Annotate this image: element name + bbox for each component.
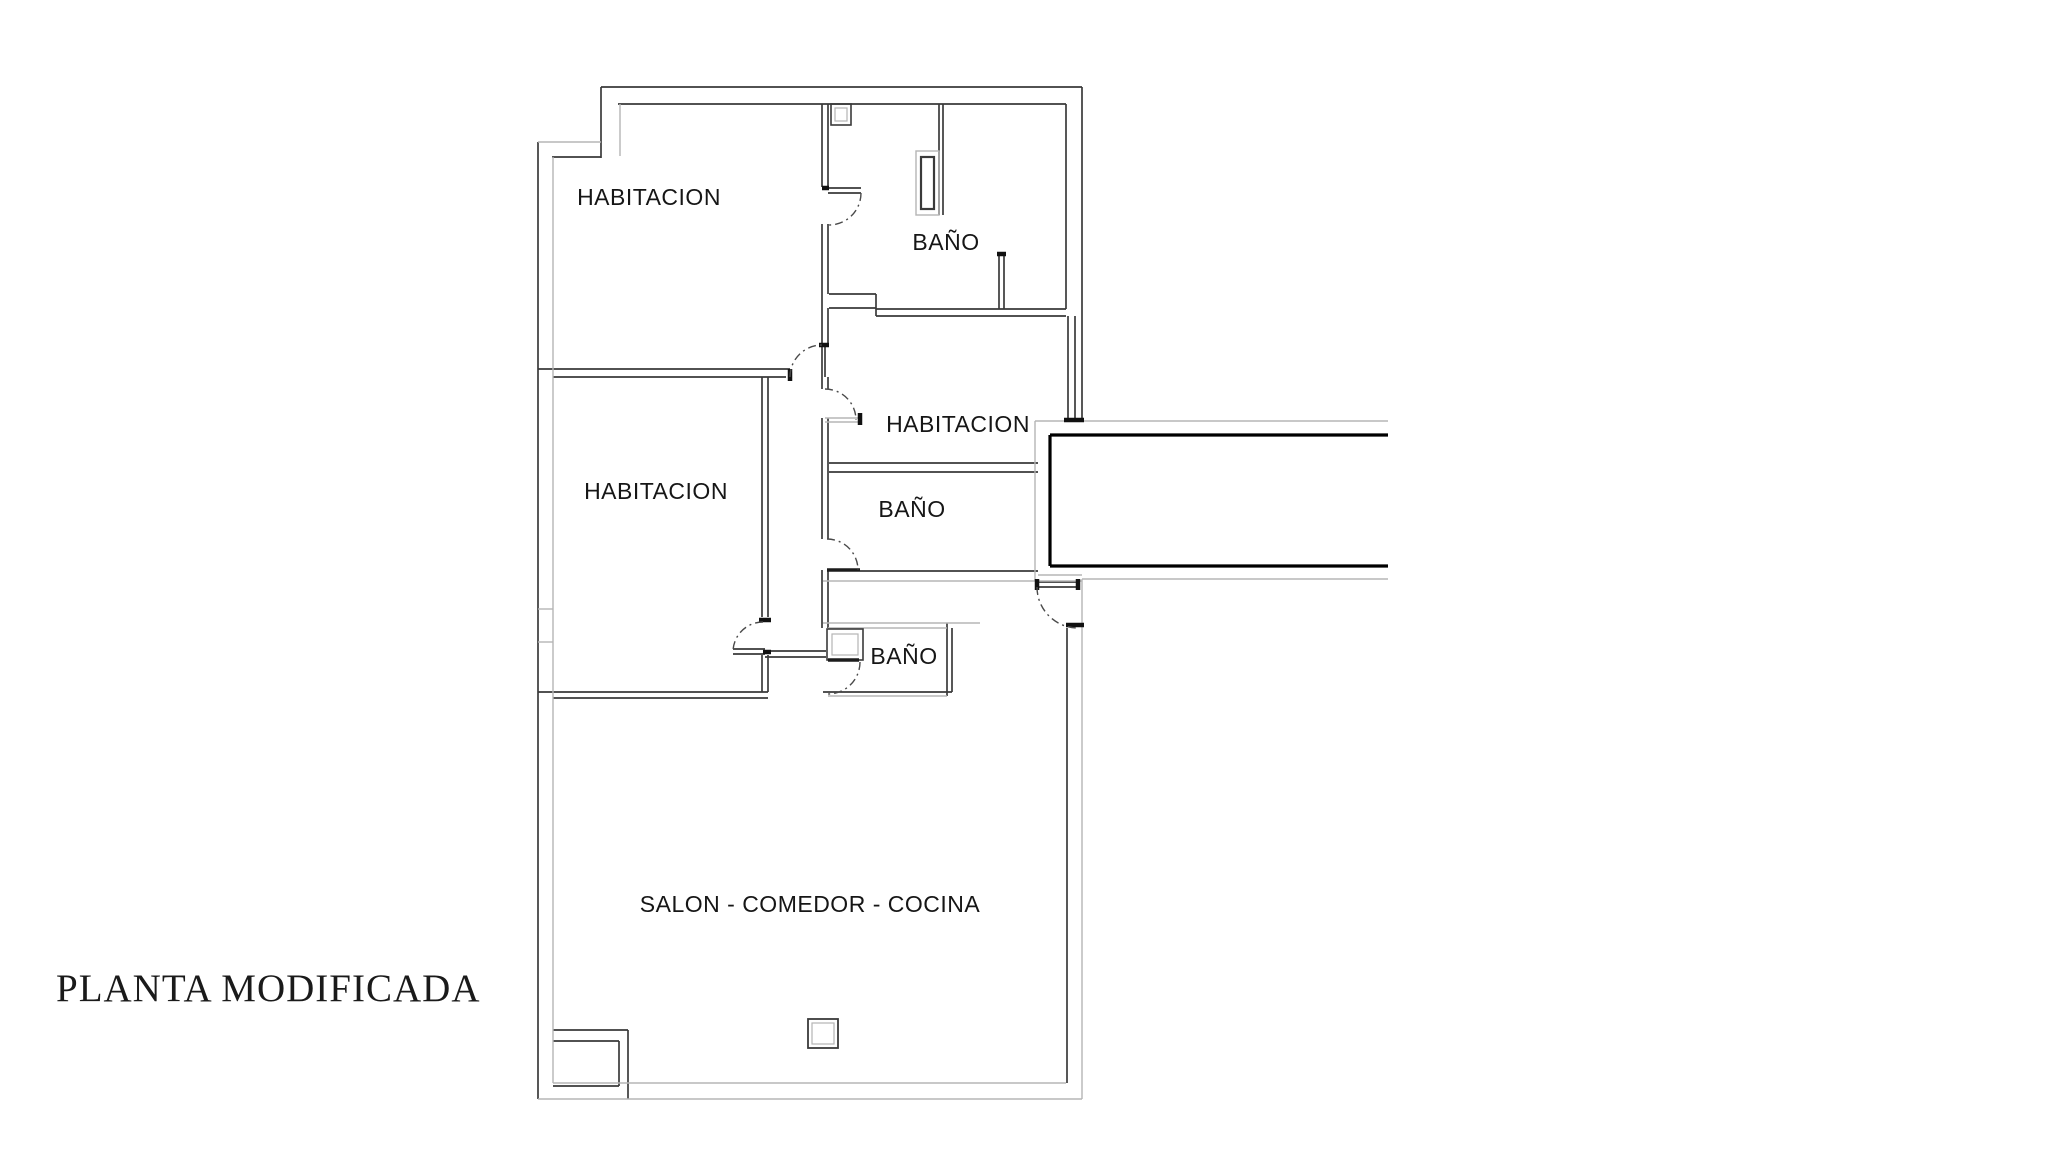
salon-column-inner-fixture	[812, 1023, 834, 1044]
door-swing-arc	[828, 662, 860, 694]
door-swing-arcs	[733, 193, 1078, 694]
door-swing-arc	[825, 389, 856, 420]
bath-column-fixture	[916, 151, 939, 215]
bath-column-inner-fixture	[921, 157, 934, 209]
room-label-bano-middle: BAÑO	[878, 496, 946, 522]
door-swing-arc	[790, 345, 822, 377]
door-swing-arc	[1037, 587, 1078, 628]
room-label-bano-lower: BAÑO	[870, 643, 938, 669]
duct-box-inner-fixture	[835, 108, 847, 121]
room-labels	[577, 184, 1030, 917]
room-label-bano-top: BAÑO	[912, 229, 980, 255]
room-label-habitacion-left: HABITACION	[584, 478, 728, 504]
exterior-structure-walls	[1050, 435, 1388, 566]
room-label-habitacion-top: HABITACION	[577, 184, 721, 210]
door-swing-arc	[733, 622, 763, 652]
door-swing-arc	[827, 539, 858, 570]
door-swing-arc	[829, 193, 861, 225]
plan-title: PLANTA MODIFICADA	[56, 967, 481, 1010]
room-label-habitacion-middle: HABITACION	[886, 411, 1030, 437]
room-label-salon: SALON - COMEDOR - COCINA	[639, 891, 981, 917]
walls-dark	[538, 87, 1082, 1099]
lower-bath-closet-inner-fixture	[832, 634, 858, 655]
duct-box-fixture	[831, 104, 851, 125]
